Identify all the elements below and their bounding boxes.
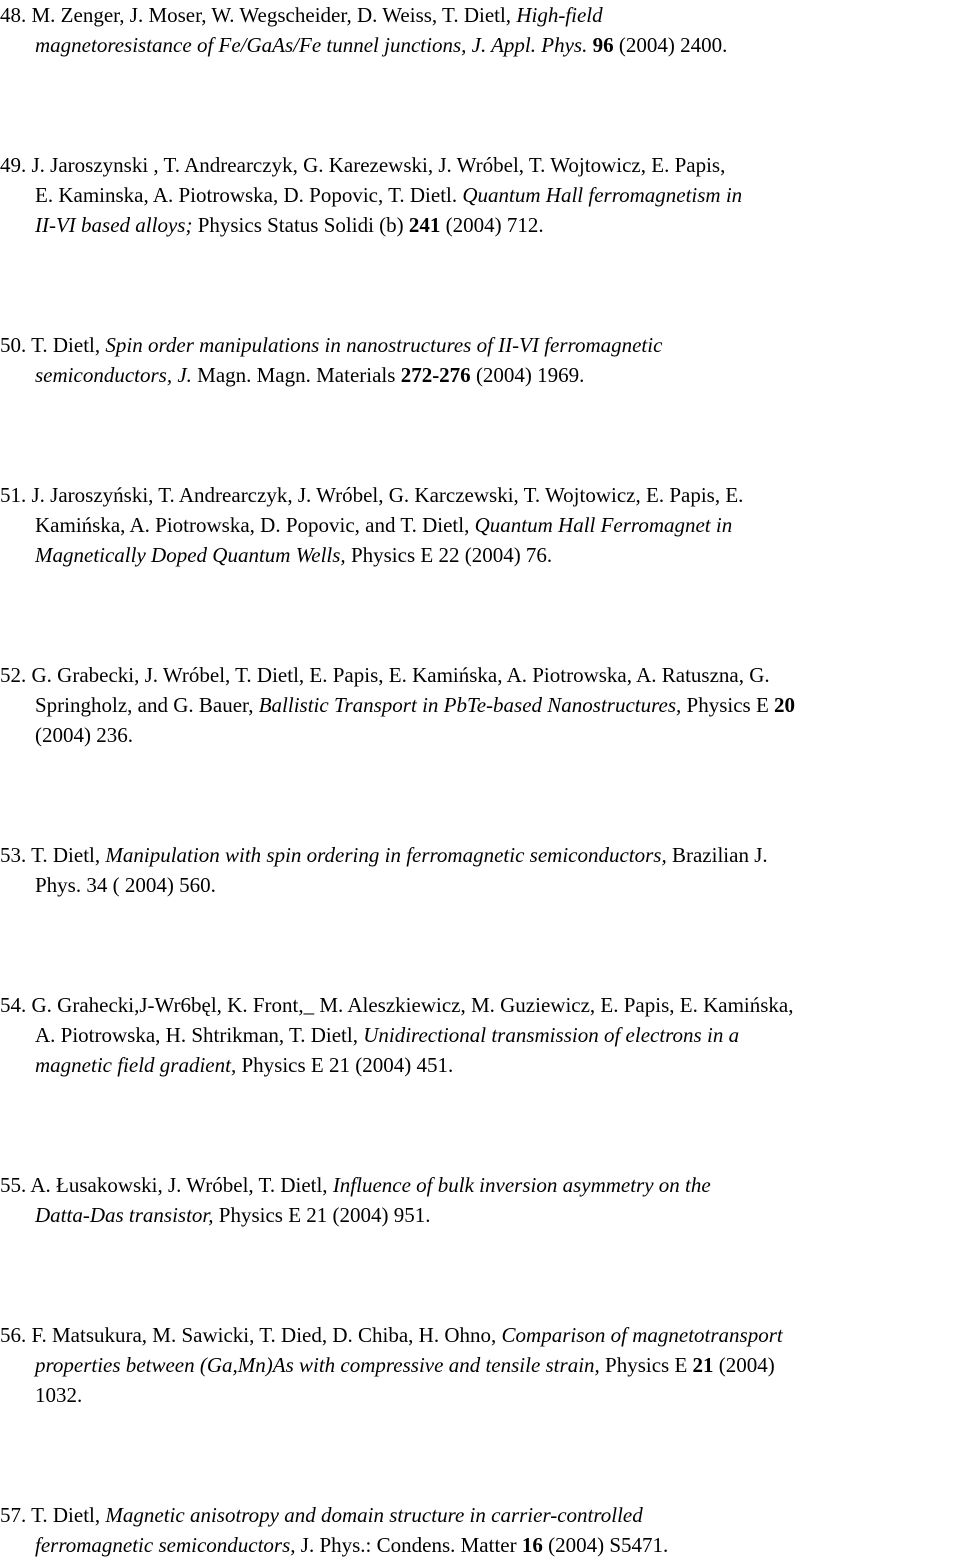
reference-text: Brazilian J. (666, 843, 768, 867)
reference-first-line (0, 330, 662, 360)
reference-title-text: Influence of bulk inversion asymmetry on the (332, 1173, 711, 1197)
reference-title-text: Manipulation with spin ordering in ferromagnetic semiconductors, (105, 843, 667, 867)
reference-line (35, 210, 544, 240)
reference-line (35, 360, 584, 390)
reference-number: 53. (0, 843, 27, 867)
volume-number: 20 (774, 693, 796, 717)
reference-text: T. Dietl, (31, 1503, 106, 1527)
reference-text: J. Jaroszyński, T. Andrearczyk, J. Wróbel, G. Karczewski, T. Wojtowicz, E. Papis, E. (31, 483, 744, 507)
reference-number: 48. (0, 3, 27, 27)
reference-text: A. Łusakowski, J. Wróbel, T. Dietl, (30, 1173, 333, 1197)
reference-title-text: Magnetically Doped Quantum Wells, (35, 543, 346, 567)
reference-first-line (0, 0, 603, 30)
reference-title-text: ferromagnetic semiconductors, (35, 1533, 296, 1557)
reference-text: 1032. (35, 1383, 83, 1407)
volume-number: 241 (408, 213, 441, 237)
reference-number: 56. (0, 1323, 27, 1347)
reference-text: (2004) (713, 1353, 775, 1377)
reference-text: Physics Status Solidi (b) (192, 213, 409, 237)
reference-first-line (0, 150, 725, 180)
reference-title-text: properties between (Ga,Mn)As with compressive and tensile strain, (35, 1353, 600, 1377)
reference-text: Kamińska, A. Piotrowska, D. Popovic, and T. Dietl, (35, 513, 475, 537)
reference-text: (2004) 712. (440, 213, 544, 237)
reference-text: Physics E 22 (2004) 76. (345, 543, 553, 567)
reference-title-text: II-VI based alloys; (35, 213, 193, 237)
reference-line (35, 30, 727, 60)
reference-first-line (0, 990, 793, 1020)
reference-line (35, 720, 133, 750)
reference-text: Physics E 21 (2004) 451. (236, 1053, 454, 1077)
reference-number: 57. (0, 1503, 27, 1527)
reference-title-text: Spin order manipulations in nanostructures of II-VI ferromagnetic (105, 333, 663, 357)
reference-title-text: High-field (516, 3, 603, 27)
reference-title-text: semiconductors, J. (35, 363, 192, 387)
reference-text: Physics E 21 (2004) 951. (213, 1203, 431, 1227)
reference-title-text: Quantum Hall Ferromagnet in (474, 513, 733, 537)
reference-line (35, 540, 552, 570)
reference-title-text: Datta-Das transistor, (35, 1203, 214, 1227)
reference-text: Magn. Magn. Materials (191, 363, 401, 387)
reference-number: 54. (0, 993, 27, 1017)
reference-title-text: Quantum Hall ferromagnetism in (462, 183, 743, 207)
reference-line (35, 1380, 82, 1410)
reference-title-text: Comparison of magnetotransport (501, 1323, 783, 1347)
reference-title-text: Unidirectional transmission of electrons in a (363, 1023, 740, 1047)
reference-text: T. Dietl, (31, 333, 106, 357)
reference-first-line (0, 1500, 643, 1530)
reference-number: 52. (0, 663, 27, 687)
reference-line (35, 1200, 431, 1230)
reference-first-line (0, 1320, 783, 1350)
reference-number: 51. (0, 483, 27, 507)
reference-text: F. Matsukura, M. Sawicki, T. Died, D. Chiba, H. Ohno, (31, 1323, 502, 1347)
reference-line (35, 510, 732, 540)
reference-number: 55. (0, 1173, 27, 1197)
volume-number: 96 (592, 33, 614, 57)
reference-number: 50. (0, 333, 27, 357)
reference-text: G. Grabecki, J. Wróbel, T. Dietl, E. Papis, E. Kamińska, A. Piotrowska, A. Ratuszna, G. (31, 663, 770, 687)
reference-line (35, 1530, 668, 1560)
reference-text: Phys. 34 ( 2004) 560. (35, 873, 216, 897)
volume-number: 272-276 (400, 363, 471, 387)
reference-line (35, 690, 795, 720)
reference-text: G. Grahecki,J-Wr6bęl, K. Front,_ M. Aleszkiewicz, M. Guziewicz, E. Papis, E. Kamińska, (31, 993, 794, 1017)
reference-text: E. Kaminska, A. Piotrowska, D. Popovic, T. Dietl. (35, 183, 463, 207)
reference-line (35, 1350, 775, 1380)
reference-text: (2004) 236. (35, 723, 133, 747)
reference-text: A. Piotrowska, H. Shtrikman, T. Dietl, (35, 1023, 364, 1047)
volume-number: 16 (521, 1533, 543, 1557)
reference-text: (2004) S5471. (542, 1533, 669, 1557)
reference-text: (2004) 2400. (613, 33, 728, 57)
reference-text: (2004) 1969. (470, 363, 585, 387)
reference-title-text: magnetic field gradient, (35, 1053, 237, 1077)
reference-text: Springholz, and G. Bauer, (35, 693, 259, 717)
reference-text: J. Phys.: Condens. Matter (295, 1533, 522, 1557)
reference-title-text: Magnetic anisotropy and domain structure in carrier-controlled (105, 1503, 643, 1527)
reference-first-line (0, 660, 770, 690)
reference-text: Physics E (681, 693, 775, 717)
volume-number: 21 (692, 1353, 714, 1377)
reference-text: Physics E (599, 1353, 693, 1377)
reference-first-line (0, 1170, 711, 1200)
reference-title-text: magnetoresistance of Fe/GaAs/Fe tunnel junctions, J. Appl. Phys. (35, 33, 588, 57)
reference-text: M. Zenger, J. Moser, W. Wegscheider, D. Weiss, T. Dietl, (31, 3, 517, 27)
reference-line (35, 870, 216, 900)
reference-first-line (0, 840, 768, 870)
reference-line (35, 1020, 739, 1050)
reference-text: J. Jaroszynski , T. Andrearczyk, G. Karezewski, J. Wróbel, T. Wojtowicz, E. Papis, (31, 153, 726, 177)
reference-number: 49. (0, 153, 27, 177)
reference-title-text: Ballistic Transport in PbTe-based Nanostructures, (258, 693, 682, 717)
reference-line (35, 1050, 453, 1080)
reference-first-line (0, 480, 743, 510)
reference-line (35, 180, 742, 210)
reference-text: T. Dietl, (31, 843, 106, 867)
